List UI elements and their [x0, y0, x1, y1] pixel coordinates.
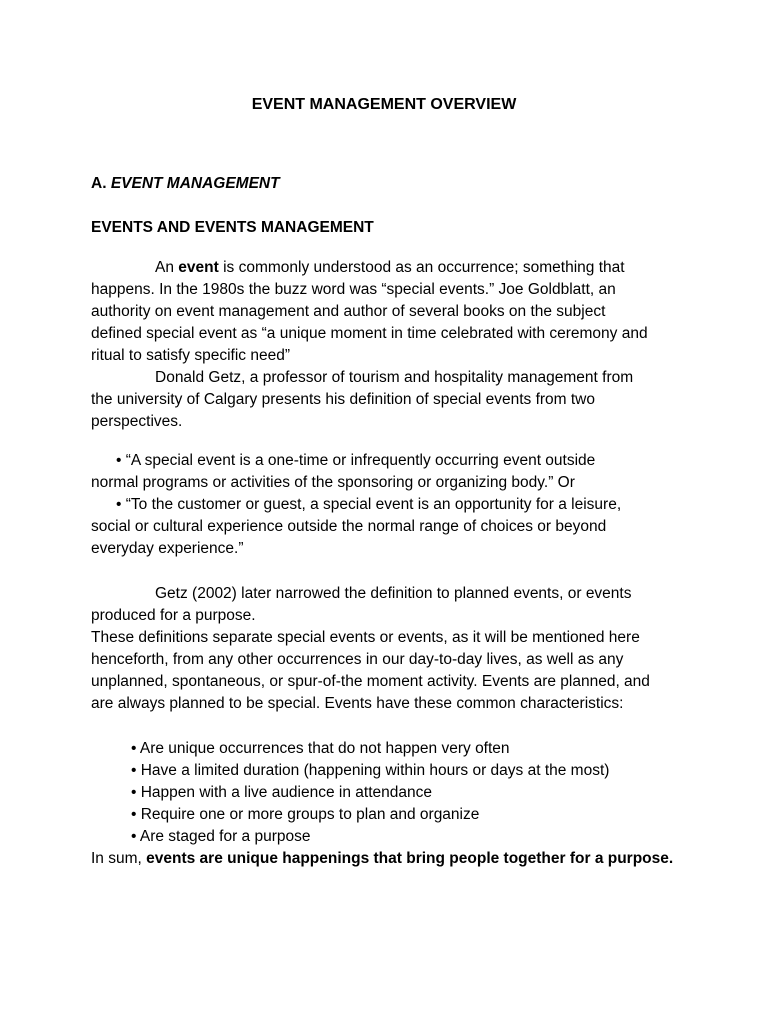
para1-text: An [155, 259, 179, 276]
quote2-line3: everyday experience.” [91, 540, 244, 557]
para3-line2: produced for a purpose. [91, 607, 256, 624]
para2-line1: Donald Getz, a professor of tourism and hospitality management from [155, 369, 634, 386]
list-item: • Have a limited duration (happening within hours or days at the most) [131, 762, 610, 779]
list-item: • Are unique occurrences that do not happen very often [131, 740, 510, 757]
para2-line3: perspectives. [91, 413, 183, 430]
quote2-line2: social or cultural experience outside the normal range of choices or beyond [91, 518, 607, 535]
subheading: EVENTS AND EVENTS MANAGEMENT [91, 219, 374, 236]
para2-line2: the university of Calgary presents his definition of special events from two [91, 391, 595, 408]
list-item: • Are staged for a purpose [131, 828, 311, 845]
para1-line3: authority on event management and author of several books on the subject [91, 303, 606, 320]
para1-line5: ritual to satisfy specific need” [91, 347, 291, 364]
para1-line1 [155, 257, 625, 279]
para3-line3: These definitions separate special events or events, as it will be mentioned here [91, 629, 640, 646]
summary-line [91, 848, 673, 870]
summary-bold: events are unique happenings that bring people together for a purpose. [146, 850, 674, 867]
list-item: • Require one or more groups to plan and organize [131, 806, 480, 823]
quote1-line1: • “A special event is a one-time or infrequently occurring event outside [116, 452, 596, 469]
quote1-line2: normal programs or activities of the sponsoring or organizing body.” Or [91, 474, 575, 491]
summary-prefix: In sum, [91, 850, 147, 867]
document-title: EVENT MANAGEMENT OVERVIEW [251, 96, 517, 113]
para3-line1: Getz (2002) later narrowed the definition to planned events, or events [155, 585, 632, 602]
para3-line5: unplanned, spontaneous, or spur-of-the moment activity. Events are planned, and [91, 673, 650, 690]
para1-bold-event: event [178, 259, 219, 276]
section-name: EVENT MANAGEMENT [110, 175, 280, 192]
section-prefix: A. [91, 175, 107, 192]
para1-line2: happens. In the 1980s the buzz word was “special events.” Joe Goldblatt, an [91, 281, 616, 298]
list-item: • Happen with a live audience in attendance [131, 784, 432, 801]
para1-text: is commonly understood as an occurrence; something that [218, 259, 625, 276]
quote2-line1: • “To the customer or guest, a special event is an opportunity for a leisure, [116, 496, 622, 513]
para1-line4: defined special event as “a unique moment in time celebrated with ceremony and [91, 325, 648, 342]
section-heading [91, 173, 280, 195]
para3-line4: henceforth, from any other occurrences in our day-to-day lives, as well as any [91, 651, 624, 668]
para3-line6: are always planned to be special. Events have these common characteristics: [91, 695, 624, 712]
